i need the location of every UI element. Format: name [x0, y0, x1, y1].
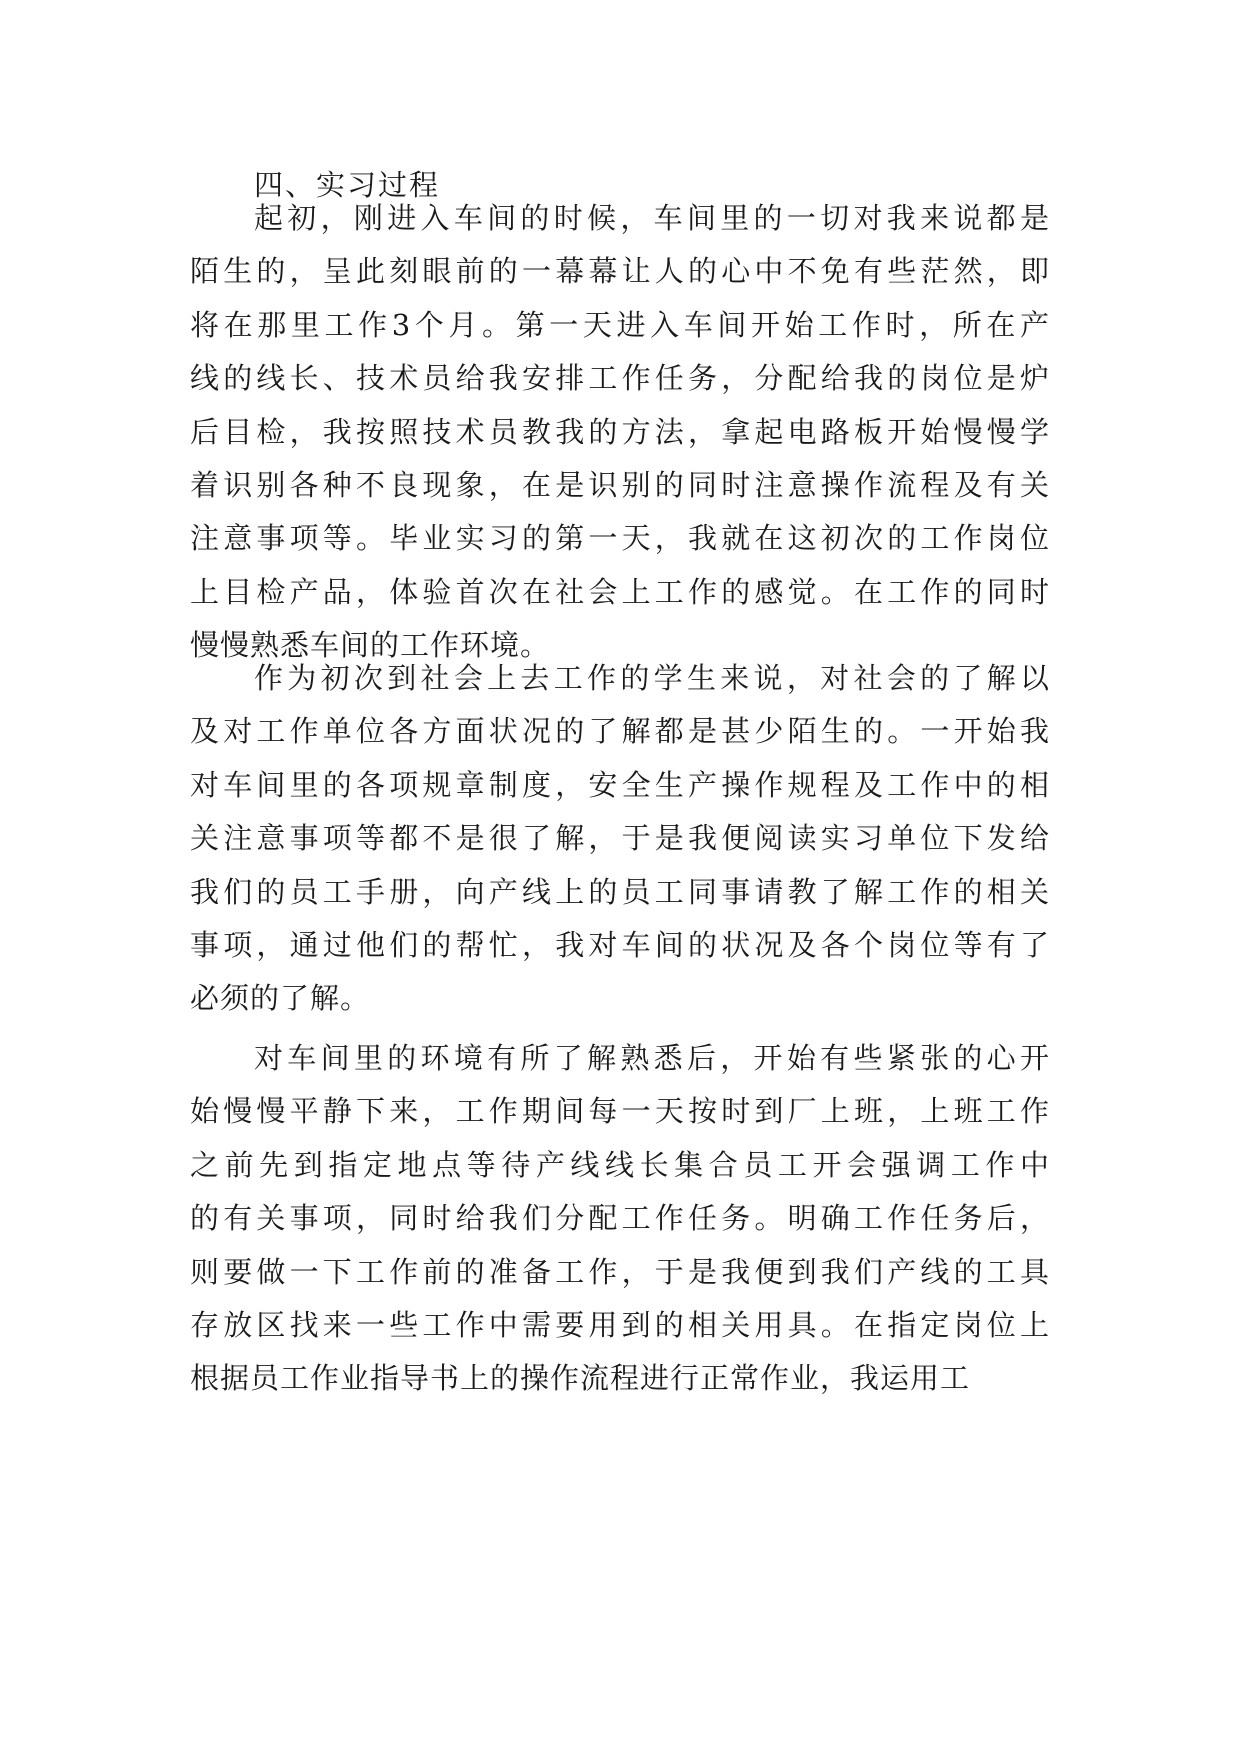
paragraph-line: 对车间里的各项规章制度，安全生产操作规程及工作中的相: [190, 767, 1050, 802]
paragraph-line: 对车间里的环境有所了解熟悉后，开始有些紧张的心开: [254, 1041, 1050, 1075]
paragraph-line: 存放区找来一些工作中需要用到的相关用具。在指定岗位上: [190, 1308, 1050, 1342]
paragraph-line: 上目检产品，体验首次在社会上工作的感觉。在工作的同时: [190, 574, 1050, 609]
paragraph-line: 必须的了解。: [190, 981, 371, 1016]
paragraph-line: 根据员工作业指导书上的操作流程进行正常作业，我运用工: [190, 1361, 971, 1396]
paragraph-line: 我们的员工手册，向产线上的员工同事请教了解工作的相关: [190, 874, 1050, 909]
paragraph-line: 将在那里工作3个月。第一天进入车间开始工作时，所在产: [190, 307, 1050, 342]
paragraph-line: 及对工作单位各方面状况的了解都是甚少陌生的。一开始我: [190, 714, 1050, 749]
paragraph-line: 则要做一下工作前的准备工作，于是我便到我们产线的工具: [190, 1254, 1050, 1289]
paragraph-line: 作为初次到社会上去工作的学生来说，对社会的了解以: [254, 661, 1050, 695]
paragraph-line: 陌生的，呈此刻眼前的一幕幕让人的心中不免有些茫然，即: [190, 254, 1050, 289]
paragraph-line: 慢慢熟悉车间的工作环境。: [190, 628, 551, 663]
paragraph-line: 线的线长、技术员给我安排工作任务，分配给我的岗位是炉: [190, 361, 1050, 396]
paragraph-line: 之前先到指定地点等待产线线长集合员工开会强调工作中: [190, 1147, 1050, 1182]
paragraph-line: 着识别各种不良现象，在是识别的同时注意操作流程及有关: [190, 468, 1050, 502]
section-heading: 四、实习过程: [254, 168, 441, 202]
paragraph-line: 注意事项等。毕业实习的第一天，我就在这初次的工作岗位: [190, 521, 1050, 556]
paragraph-line: 事项，通过他们的帮忙，我对车间的状况及各个岗位等有了: [190, 928, 1050, 962]
paragraph-line: 后目检，我按照技术员教我的方法，拿起电路板开始慢慢学: [190, 414, 1050, 449]
paragraph-line: 关注意事项等都不是很了解，于是我便阅读实习单位下发给: [190, 821, 1050, 856]
paragraph-line: 起初，刚进入车间的时候，车间里的一切对我来说都是: [254, 201, 1050, 235]
paragraph-line: 始慢慢平静下来，工作期间每一天按时到厂上班，上班工作: [190, 1094, 1050, 1129]
paragraph-line: 的有关事项，同时给我们分配工作任务。明确工作任务后，: [190, 1201, 1050, 1236]
